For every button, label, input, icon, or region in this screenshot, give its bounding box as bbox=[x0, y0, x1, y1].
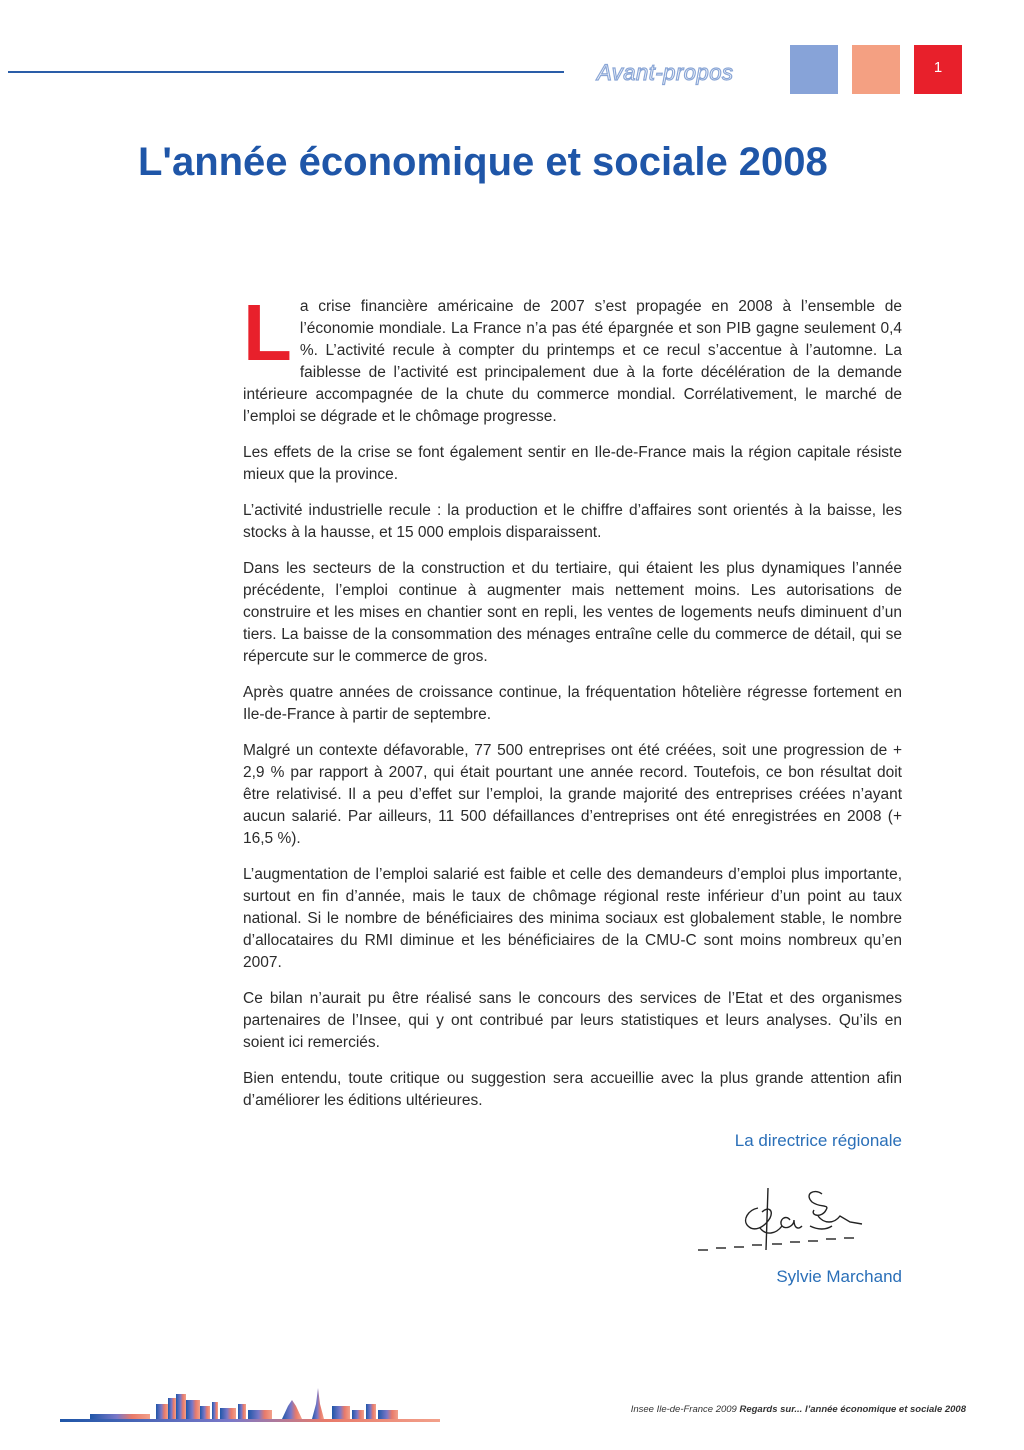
header-square-blue bbox=[790, 45, 838, 94]
paragraph-8: Bien entendu, toute critique ou suggestion sera accueillie avec la plus grande attention afin d’améliorer les éditions ultérieures. bbox=[243, 1070, 902, 1109]
paragraph-7: Ce bilan n’aurait pu être réalisé sans le concours des services de l’Etat et des organismes partenaires de l’Insee, qui y ont contribué par leurs statistiques et leurs analyses. Qu’ils en soient ici remerciés. bbox=[243, 990, 902, 1051]
header-rule bbox=[8, 71, 564, 73]
intro-paragraph bbox=[243, 288, 902, 428]
page-number: 1 bbox=[914, 45, 962, 94]
intro-text: a crise financière américaine de 2007 s’est propagée en 2008 à l’ensemble de l’économie mondiale. La France n’a pas été épargnée et son PIB gagne seulement 0,4 %. L’activité recule à compter du printemps et ce recul s’accentue à l’automne. La faiblesse de l’activité est principalement due à la forte décélération de la demande intérieure accompagnée de la chute du commerce mondial. Corrélativement, le marché de l’emploi se dégrade et le chômage progresse. bbox=[243, 298, 902, 425]
header-square-orange bbox=[852, 45, 900, 94]
paris-skyline-icon bbox=[60, 1386, 440, 1426]
paragraph-6: L’augmentation de l’emploi salarié est faible et celle des demandeurs d’emploi plus importante, surtout en fin d’année, mais le taux de chômage régional reste inférieur d’un point au taux national. Si le nombre de bénéficiaires des minima sociaux est globalement stable, le nombre d’allocataires du RMI diminue et les bénéficiaires de la CMU-C sont moins nombreux qu’en 2007. bbox=[243, 866, 902, 971]
paragraph-1: Les effets de la crise se font également sentir en Ile-de-France mais la région capitale résiste mieux que la province. bbox=[243, 444, 902, 483]
footer-series: Regards sur... l’année économique et sociale 2008 bbox=[739, 1404, 966, 1415]
signoff-name: Sylvie Marchand bbox=[776, 1267, 902, 1286]
paragraph-3: Dans les secteurs de la construction et du tertiaire, qui étaient les plus dynamiques l’année précédente, l’emploi continue à augmenter mais nettement moins. Les autorisations de construire et les mises en chantier sont en repli, les ventes de logements neufs diminuent d’un tiers. La baisse de la consommation des ménages entraîne celle du commerce de détail, qui se répercute sur le commerce de gros. bbox=[243, 560, 902, 665]
paragraph-5: Malgré un contexte défavorable, 77 500 entreprises ont été créées, soit une progression de + 2,9 % par rapport à 2007, qui était pourtant une année record. Toutefois, ce bon résultat doit être relativisé. Il a peu d’effet sur l’emploi, la grande majorité des entreprises créées n’ayant aucun salarié. Par ailleurs, 11 500 défaillances d’entreprises ont été enregistrées en 2008 (+ 16,5 %). bbox=[243, 742, 902, 847]
footer-note bbox=[631, 1404, 966, 1415]
section-label: Avant-propos bbox=[597, 60, 734, 85]
paragraph-4: Après quatre années de croissance continue, la fréquentation hôtelière régresse fortement en Ile-de-France à partir de septembre. bbox=[243, 684, 902, 723]
paragraph-2: L’activité industrielle recule : la production et le chiffre d’affaires sont orientés à la baisse, les stocks à la hausse, et 15 000 emplois disparaissent. bbox=[243, 502, 902, 541]
handwritten-signature-icon bbox=[690, 1180, 890, 1260]
dropcap-letter: L bbox=[243, 288, 292, 377]
signoff-role: La directrice régionale bbox=[734, 1131, 902, 1150]
page-title: L'année économique et sociale 2008 bbox=[138, 140, 828, 184]
article-body bbox=[243, 288, 902, 1126]
footer-publisher: Insee Ile-de-France 2009 bbox=[630, 1404, 737, 1415]
